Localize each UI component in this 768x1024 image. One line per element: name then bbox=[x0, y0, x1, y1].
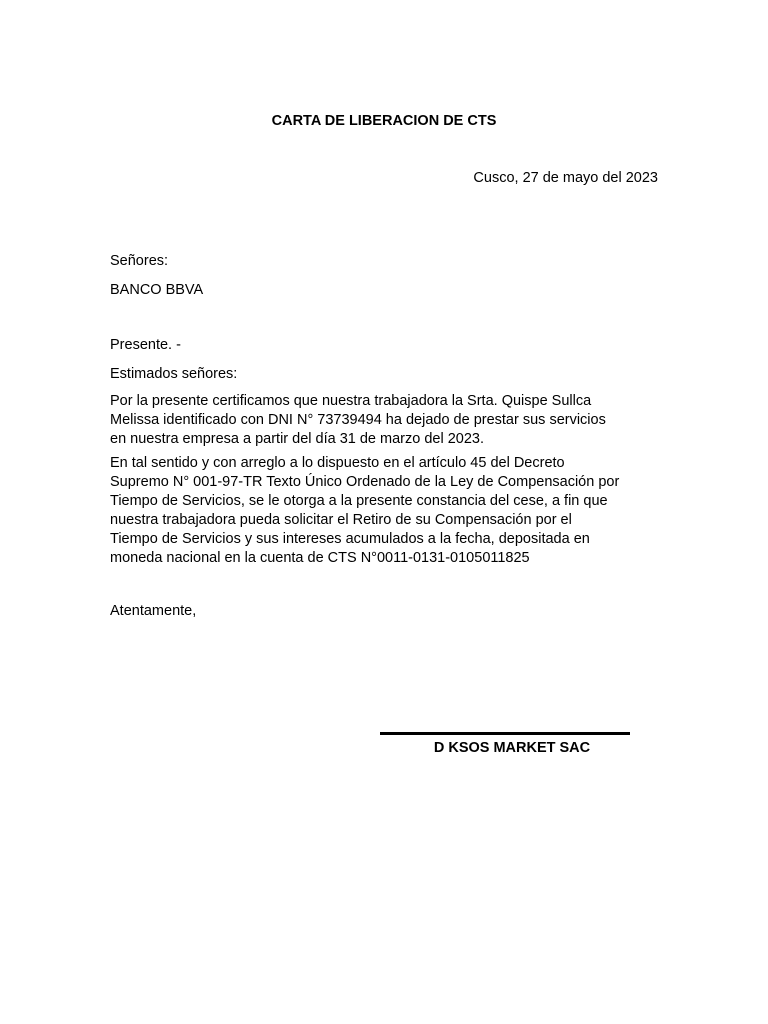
paragraph-line: Supremo N° 001-97-TR Texto Único Ordenado de la Ley de Compensación por bbox=[110, 474, 620, 490]
salutation: Señores: bbox=[110, 253, 169, 269]
paragraph-line: Por la presente certificamos que nuestra trabajadora la Srta. Quispe Sullca bbox=[110, 393, 592, 409]
paragraph-line: Melissa identificado con DNI N° 73739494 ha dejado de prestar sus servicios bbox=[110, 412, 606, 428]
closing: Atentamente, bbox=[110, 603, 197, 619]
paragraph-line: Tiempo de Servicios y sus intereses acumulados a la fecha, depositada en bbox=[110, 531, 590, 547]
letter-title: CARTA DE LIBERACION DE CTS bbox=[271, 113, 497, 129]
paragraph-line: En tal sentido y con arreglo a lo dispuesto en el artículo 45 del Decreto bbox=[110, 455, 565, 471]
paragraph-line: nuestra trabajadora pueda solicitar el Retiro de su Compensación por el bbox=[110, 512, 572, 528]
signature-line bbox=[380, 732, 630, 735]
presente-line: Presente. - bbox=[110, 337, 181, 353]
paragraph-line: Tiempo de Servicios, se le otorga a la presente constancia del cese, a fin que bbox=[110, 493, 608, 509]
greeting: Estimados señores: bbox=[110, 366, 238, 382]
paragraph-line: en nuestra empresa a partir del día 31 de marzo del 2023. bbox=[110, 431, 485, 447]
paragraph-details bbox=[110, 454, 670, 568]
company-name: D KSOS MARKET SAC bbox=[433, 740, 591, 756]
paragraph-line: moneda nacional en la cuenta de CTS N°0011-0131-0105011825 bbox=[110, 550, 530, 566]
place-date: Cusco, 27 de mayo del 2023 bbox=[473, 170, 658, 186]
recipient-bank: BANCO BBVA bbox=[110, 282, 204, 298]
paragraph-certification bbox=[110, 392, 670, 449]
